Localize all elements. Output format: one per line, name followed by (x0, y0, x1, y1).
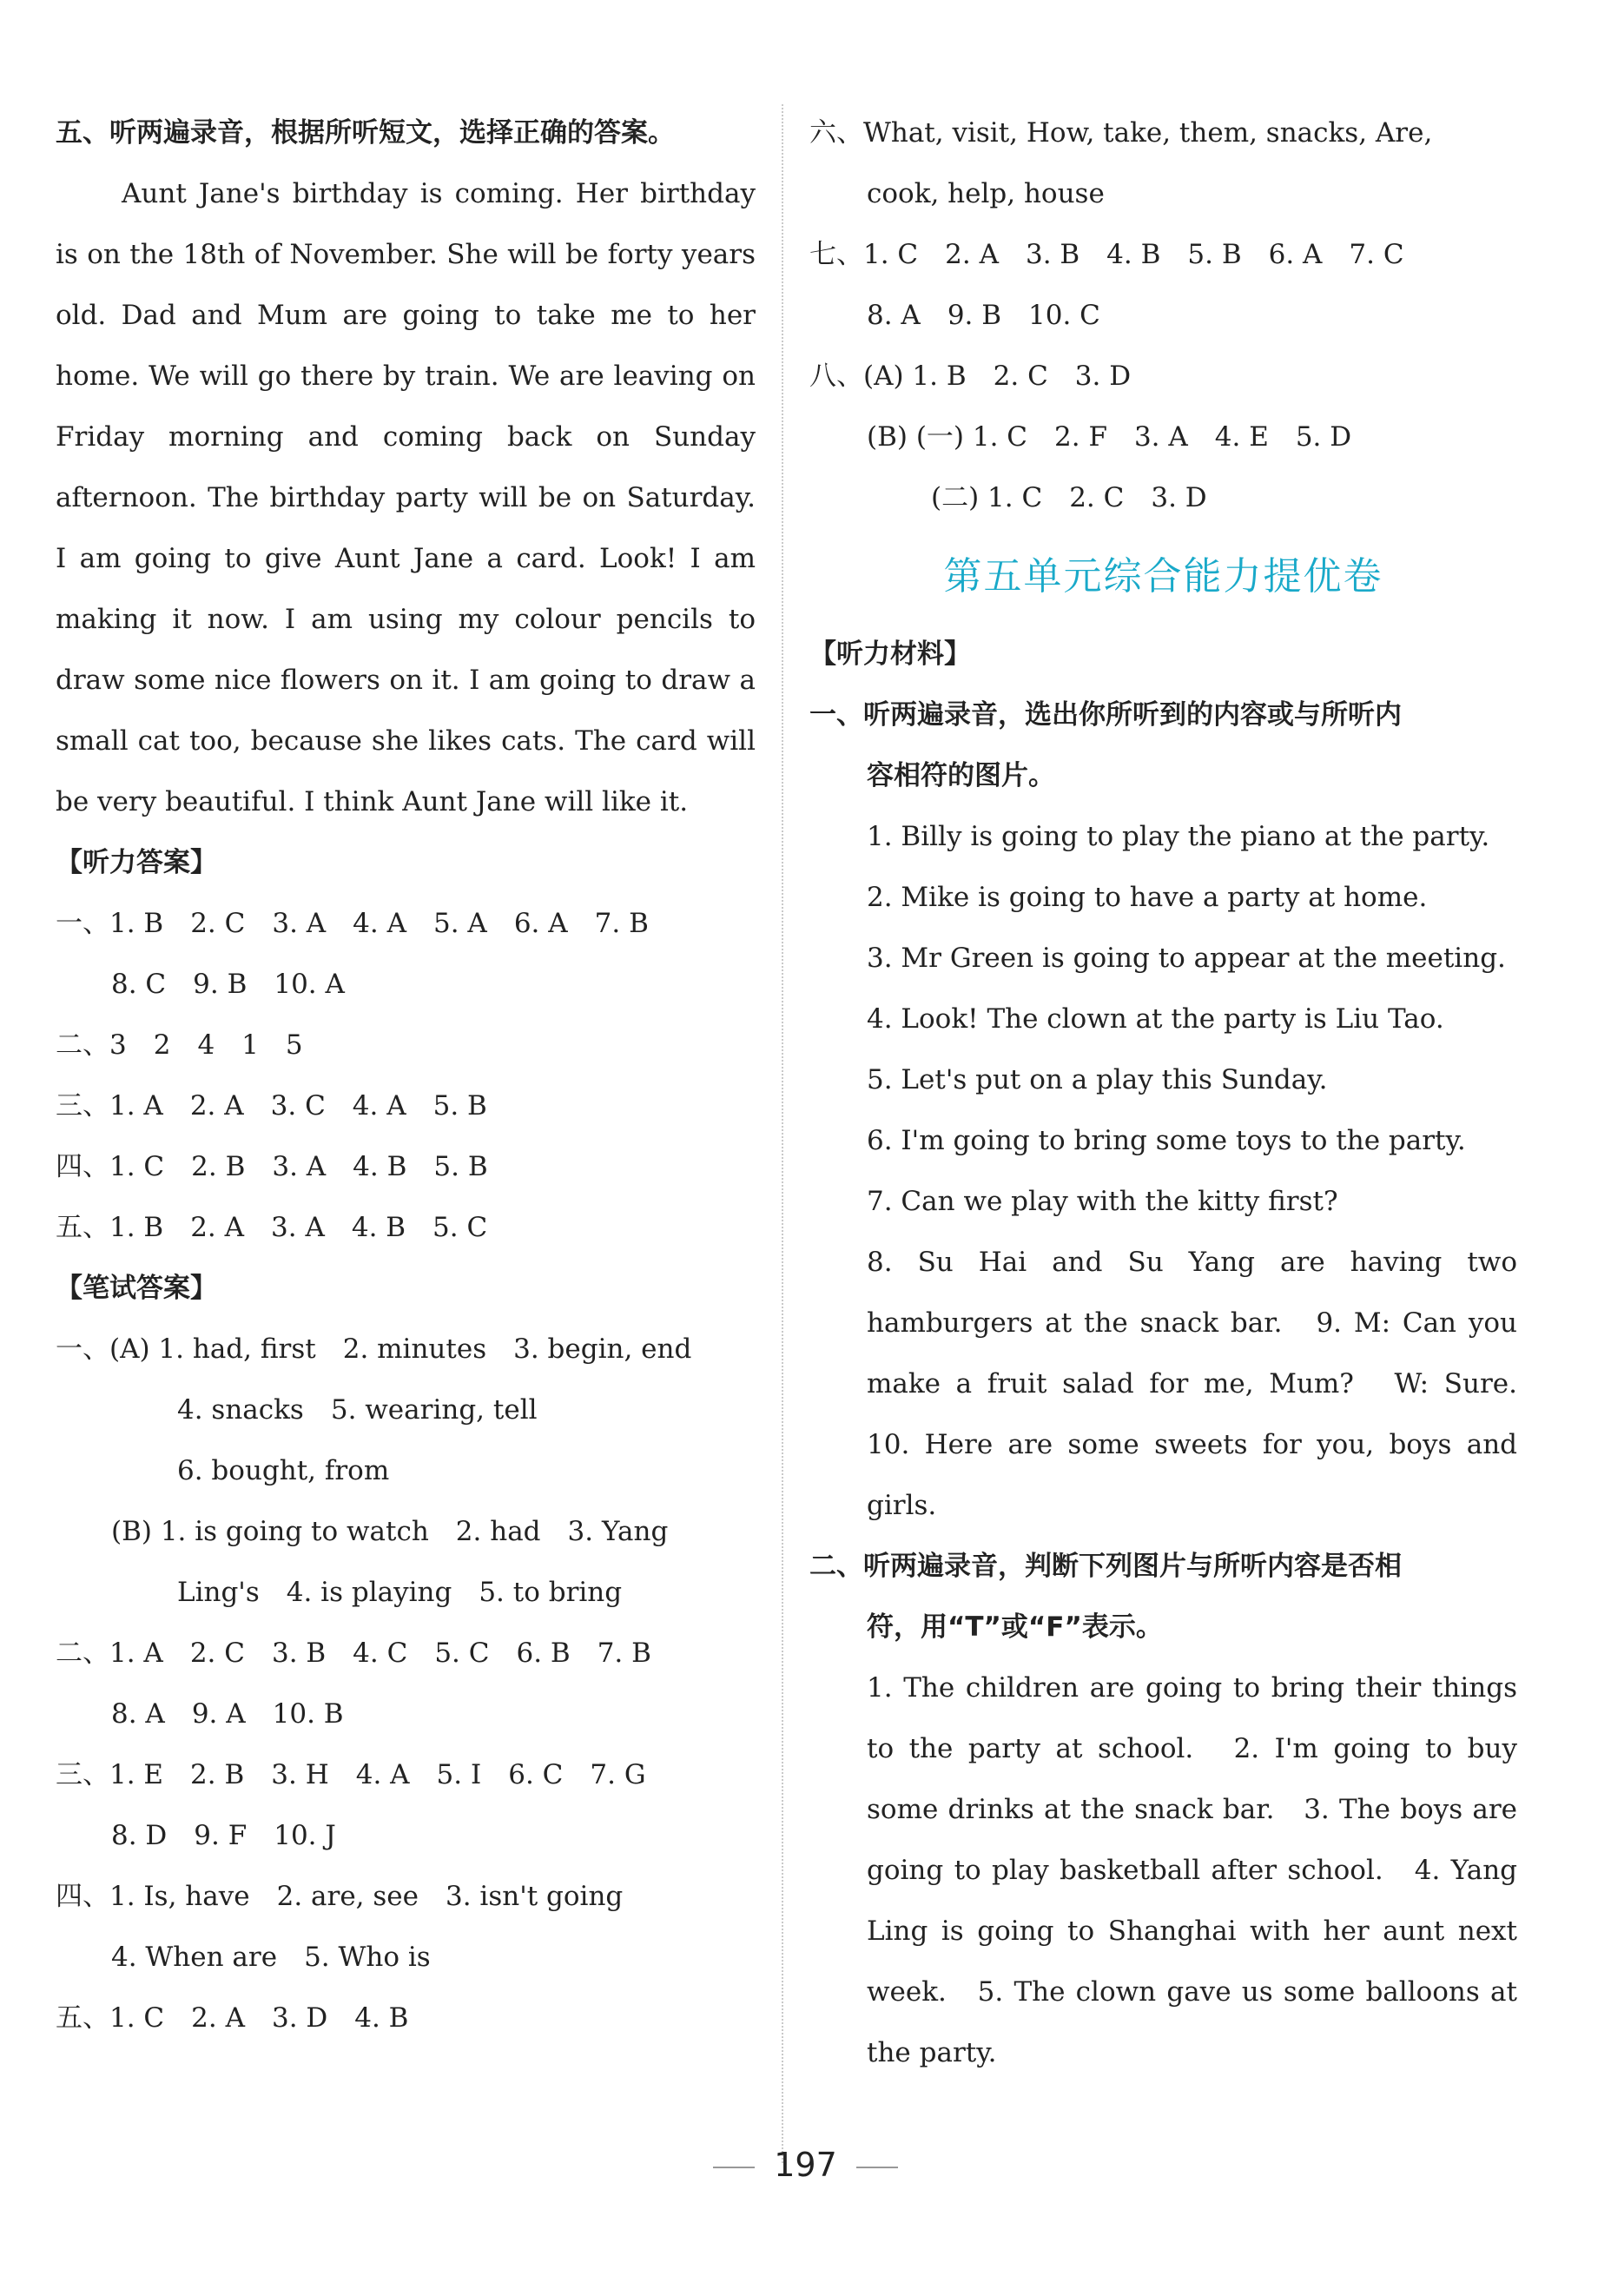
q7-answer-line: 8. A 9. B 10. C (867, 300, 1100, 331)
written-answer-line: Ling's 4. is playing 5. to bring (177, 1577, 623, 1608)
q8-answer-line: (B) (一) 1. C 2. F 3. A 4. E 5. D (867, 421, 1352, 453)
written-answer-line: 6. bought, from (177, 1455, 390, 1486)
q6-answer-cont: cook, help, house (867, 178, 1105, 209)
q8-answer-line: (二) 1. C 2. C 3. D (931, 482, 1207, 513)
right-column (809, 103, 1544, 2083)
column-divider (782, 104, 783, 2163)
written-answer-line: 4. When are 5. Who is (111, 1942, 431, 1973)
part2-heading: 二、听两遍录音，判断下列图片与所听内容是否相 (809, 1551, 1402, 1582)
part1-item: 5. Let's put on a play this Sunday. (867, 1064, 1328, 1095)
written-answer-line: 4. snacks 5. wearing, tell (177, 1394, 538, 1426)
q6-answer: 六、What, visit, How, take, them, snacks, Are, (809, 117, 1433, 149)
part1-item: 6. I'm going to bring some toys to the party. (867, 1125, 1466, 1156)
page-number: 197 (774, 2146, 837, 2184)
part2-heading-cont: 符，用“T”或“F”表示。 (867, 1611, 1163, 1643)
part1-item: 3. Mr Green is going to appear at the meeting. (867, 943, 1506, 974)
listening-passage: Aunt Jane's birthday is coming. Her birthday is on the 18th of November. She will be forty years old. Dad and Mum are going to take me to her home. We will go there by train. We are leaving on Friday morning and coming back on Sunday afternoon. The birthday party will be on Saturday. I am going to give Aunt Jane a card. Look! I am making it now. I am using my colour pencils to draw some nice flowers on it. I am going to draw a small cat too, because she likes cats. The card will be very beautiful. I think Aunt Jane will like it. (56, 178, 756, 817)
written-answer-line: 五、1. C 2. A 3. D 4. B (56, 2002, 409, 2034)
listening-answer-line: 四、1. C 2. B 3. A 4. B 5. B (56, 1151, 488, 1182)
listening-answer-line: 一、1. B 2. C 3. A 4. A 5. A 6. A 7. B (56, 908, 649, 939)
written-answer-line: 8. D 9. F 10. J (111, 1820, 336, 1851)
footer-dash (713, 2167, 755, 2168)
written-answer-line: 一、(A) 1. had, first 2. minutes 3. begin, end (56, 1333, 692, 1365)
q8-answer-line: 八、(A) 1. B 2. C 3. D (809, 361, 1132, 392)
part2-items: 1. The children are going to bring their things to the party at school. 2. I'm going to buy some drinks at the snack bar. 3. The boys are going to play basketball after school. 4. Yang Ling is going to Shanghai with her aunt next week. 5. The clown gave us some balloons at the party. (867, 1672, 1517, 2068)
listening-answer-line: 三、1. A 2. A 3. C 4. A 5. B (56, 1090, 487, 1122)
listening-answer-line: 五、1. B 2. A 3. A 4. B 5. C (56, 1212, 488, 1243)
footer-dash (856, 2167, 898, 2168)
written-answer-line: 8. A 9. A 10. B (111, 1698, 344, 1730)
left-column (56, 103, 756, 2048)
unit5-title: 第五单元综合能力提优卷 (943, 554, 1383, 599)
part1-item: 7. Can we play with the kitty first? (867, 1186, 1338, 1217)
listening-answer-line: 8. C 9. B 10. A (111, 969, 345, 1000)
written-answer-line: 二、1. A 2. C 3. B 4. C 5. C 6. B 7. B (56, 1638, 651, 1669)
part1-item: 4. Look! The clown at the party is Liu Tao. (867, 1003, 1444, 1035)
listening-material-label: 【听力材料】 (809, 639, 971, 670)
part1-heading-cont: 容相符的图片。 (867, 760, 1055, 791)
listening-answer-line: 二、3 2 4 1 5 (56, 1029, 303, 1061)
part1-item: 2. Mike is going to have a party at home. (867, 882, 1428, 913)
part1-item: 1. Billy is going to play the piano at the party. (867, 821, 1490, 852)
written-answer-line: (B) 1. is going to watch 2. had 3. Yang (111, 1516, 669, 1547)
written-answer-line: 四、1. Is, have 2. are, see 3. isn't going (56, 1881, 624, 1912)
q5-heading: 五、听两遍录音，根据所听短文，选择正确的答案。 (56, 117, 675, 149)
written-answer-line: 三、1. E 2. B 3. H 4. A 5. I 6. C 7. G (56, 1759, 646, 1790)
page-footer (0, 2146, 1611, 2184)
q7-answer-line: 七、1. C 2. A 3. B 4. B 5. B 6. A 7. C (809, 239, 1404, 270)
part1-tail-items: 8. Su Hai and Su Yang are having two hamburgers at the snack bar. 9. M: Can you make a fruit salad for me, Mum? W: Sure. 10. Here are some sweets for you, boys and girls. (867, 1247, 1544, 1521)
written-answers-label: 【笔试答案】 (56, 1273, 217, 1304)
part1-heading: 一、听两遍录音，选出你所听到的内容或与所听内 (809, 699, 1402, 731)
listening-answers-label: 【听力答案】 (56, 847, 217, 878)
